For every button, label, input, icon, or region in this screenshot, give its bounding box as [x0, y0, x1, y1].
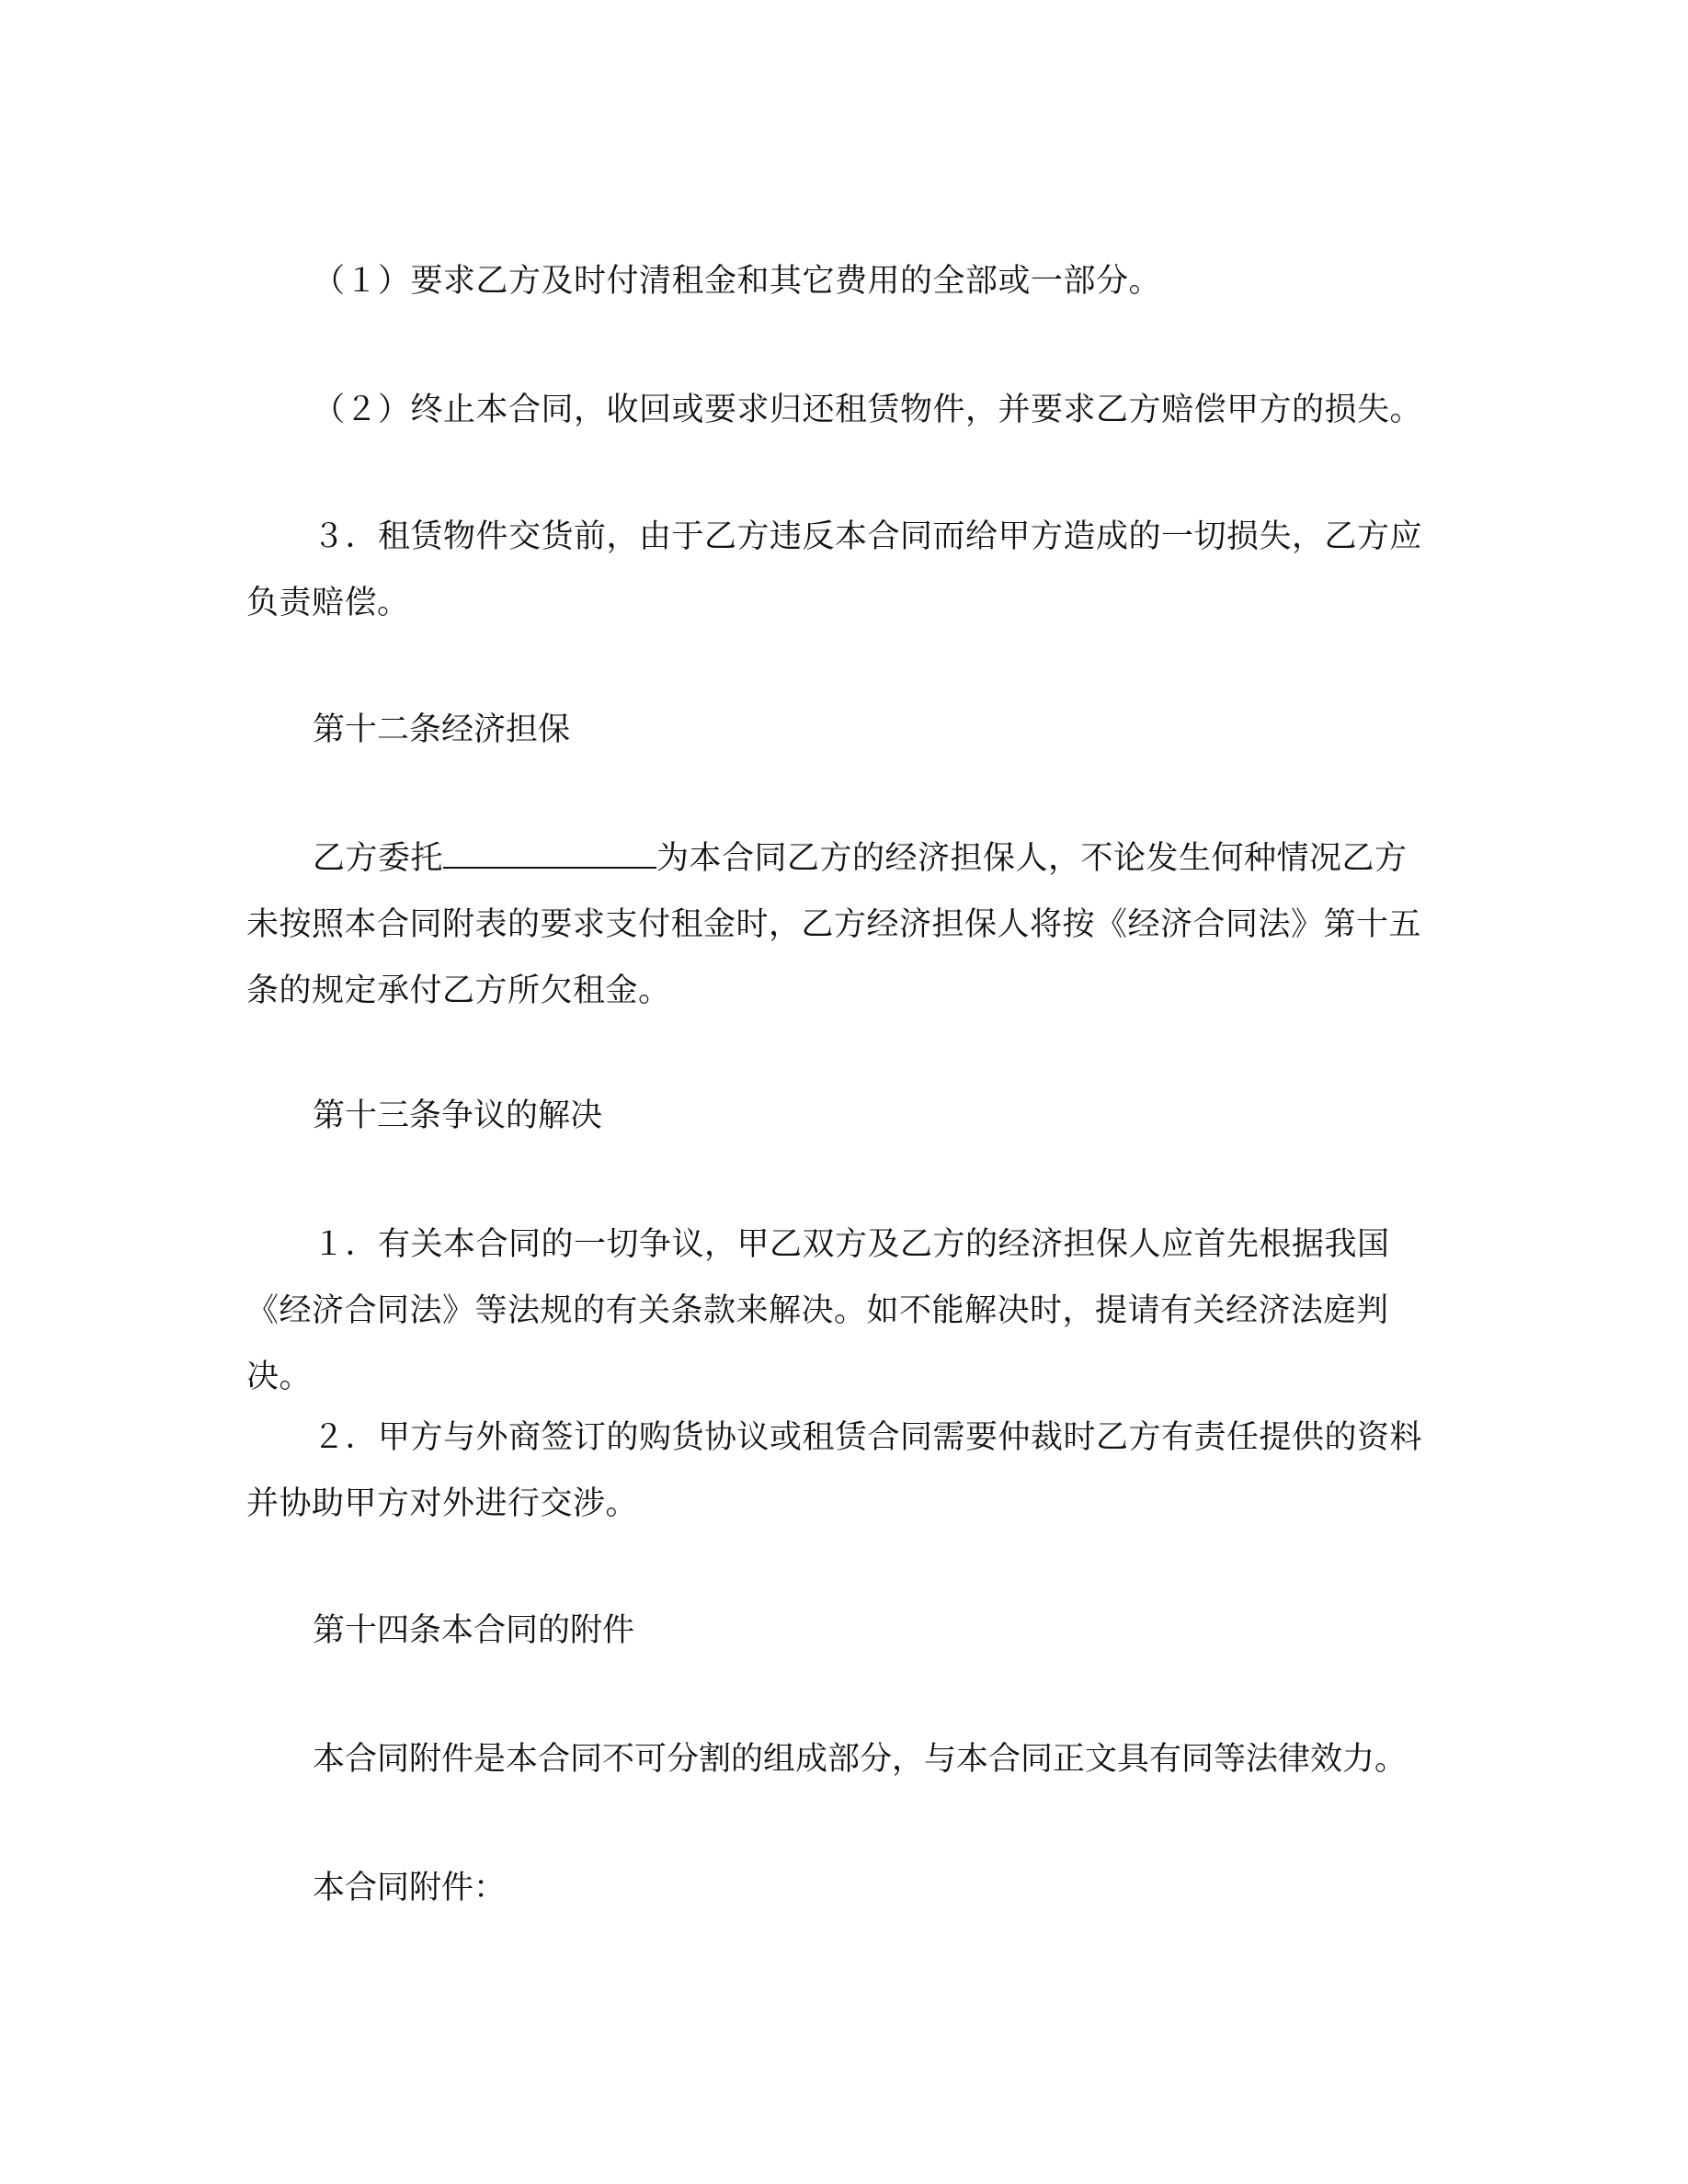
guarantee-paragraph [246, 825, 1428, 1024]
guarantor-blank-field [443, 839, 656, 869]
heading-article-13: 第十三条争议的解决 [313, 1098, 603, 1134]
heading-article-14: 第十四条本合同的附件 [313, 1612, 635, 1649]
dispute-item-1: １．有关本合同的一切争议，甲乙双方及乙方的经济担保人应首先根据我国《经济合同法》等法规的有关条款来解决。如不能解决时，提请有关经济法庭判决。 [246, 1226, 1390, 1395]
guarantee-text-after: 为本合同乙方的经济担保人，不论发生何种情况乙方未按照本合同附表的要求支付租金时，乙方经济担保人将按《经济合同法》第十五条的规定承付乙方所欠租金。 [246, 840, 1422, 1009]
clause-item-3: ３．租赁物件交货前，由于乙方违反本合同而给甲方造成的一切损失，乙方应负责赔偿。 [246, 518, 1423, 621]
dispute-item-2: ２．甲方与外商签订的购货协议或租赁合同需要仲裁时乙方有责任提供的资料并协助甲方对外进行交涉。 [246, 1419, 1423, 1522]
guarantee-text-before: 乙方委托 [313, 840, 444, 877]
attachment-list-label: 本合同附件： [313, 1870, 507, 1906]
heading-article-12: 第十二条经济担保 [313, 711, 571, 748]
attachment-paragraph: 本合同附件是本合同不可分割的组成部分，与本合同正文具有同等法律效力。 [313, 1741, 1408, 1778]
clause-item-2: （２）终止本合同，收回或要求归还租赁物件，并要求乙方赔偿甲方的损失。 [313, 392, 1423, 428]
clause-item-1: （１）要求乙方及时付清租金和其它费用的全部或一部分。 [313, 263, 1162, 300]
